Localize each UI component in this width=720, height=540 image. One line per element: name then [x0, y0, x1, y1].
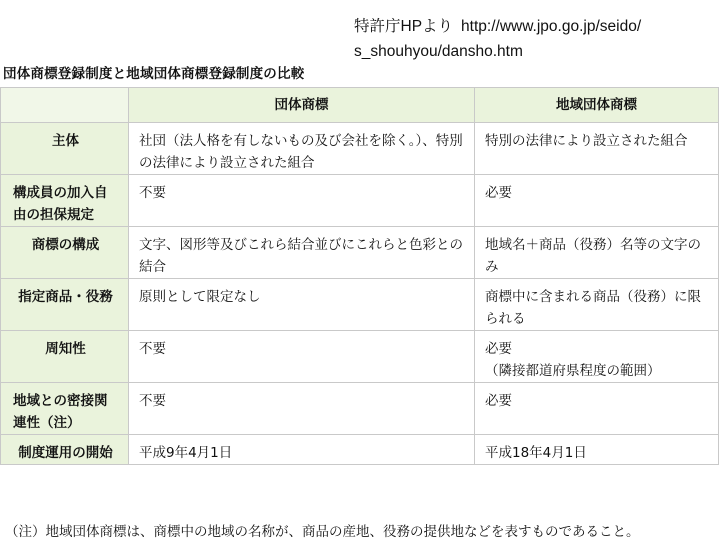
cell-collective: 不要 [129, 175, 475, 227]
cell-collective: 不要 [129, 383, 475, 435]
cell-collective: 社団（法人格を有しないもの及び会社を除く。）、特別の法律により設立された組合 [129, 123, 475, 175]
cell-regional: 商標中に含まれる商品（役務）に限られる [475, 279, 719, 331]
cell-regional: 必要 [475, 175, 719, 227]
footnote: （注）地域団体商標は、商標中の地域の名称が、商品の産地、役務の提供地などを表すものであること。 [5, 524, 640, 540]
cell-regional: 地域名＋商品（役務）名等の文字のみ [475, 227, 719, 279]
header-collective-mark: 団体商標 [129, 88, 475, 123]
row-label: 構成員の加入自由の担保規定 [1, 175, 129, 227]
header-corner [1, 88, 129, 123]
source-citation [354, 14, 714, 64]
cell-collective: 平成9年4月1日 [129, 435, 475, 465]
row-label: 制度運用の開始 [1, 435, 129, 465]
cell-collective: 原則として限定なし [129, 279, 475, 331]
cell-regional: 平成18年4月1日 [475, 435, 719, 465]
table-row [1, 279, 719, 331]
cell-regional-line2: （隣接都道府県程度の範囲） [485, 363, 661, 379]
row-label: 指定商品・役務 [1, 279, 129, 331]
cell-regional: 必要 [475, 383, 719, 435]
source-label: 特許庁HPより [354, 18, 454, 35]
table-row [1, 175, 719, 227]
page-title: 団体商標登録制度と地域団体商標登録制度の比較 [3, 66, 305, 82]
table-row [1, 227, 719, 279]
cell-regional-line1: 必要 [485, 341, 512, 357]
table-row [1, 383, 719, 435]
row-label: 周知性 [1, 331, 129, 383]
table-row [1, 331, 719, 383]
cell-regional [475, 331, 719, 383]
source-url-line1: http://www.jpo.go.jp/seido/ [461, 18, 642, 35]
row-label: 主体 [1, 123, 129, 175]
source-url-line2: s_shouhyou/dansho.htm [354, 43, 523, 60]
comparison-table [0, 87, 719, 465]
cell-regional: 特別の法律により設立された組合 [475, 123, 719, 175]
table-row [1, 123, 719, 175]
table-header-row [1, 88, 719, 123]
header-regional-collective-mark: 地域団体商標 [475, 88, 719, 123]
cell-collective: 不要 [129, 331, 475, 383]
row-label: 商標の構成 [1, 227, 129, 279]
table-row [1, 435, 719, 465]
cell-collective: 文字、図形等及びこれら結合並びにこれらと色彩との結合 [129, 227, 475, 279]
row-label: 地域との密接関連性（注） [1, 383, 129, 435]
